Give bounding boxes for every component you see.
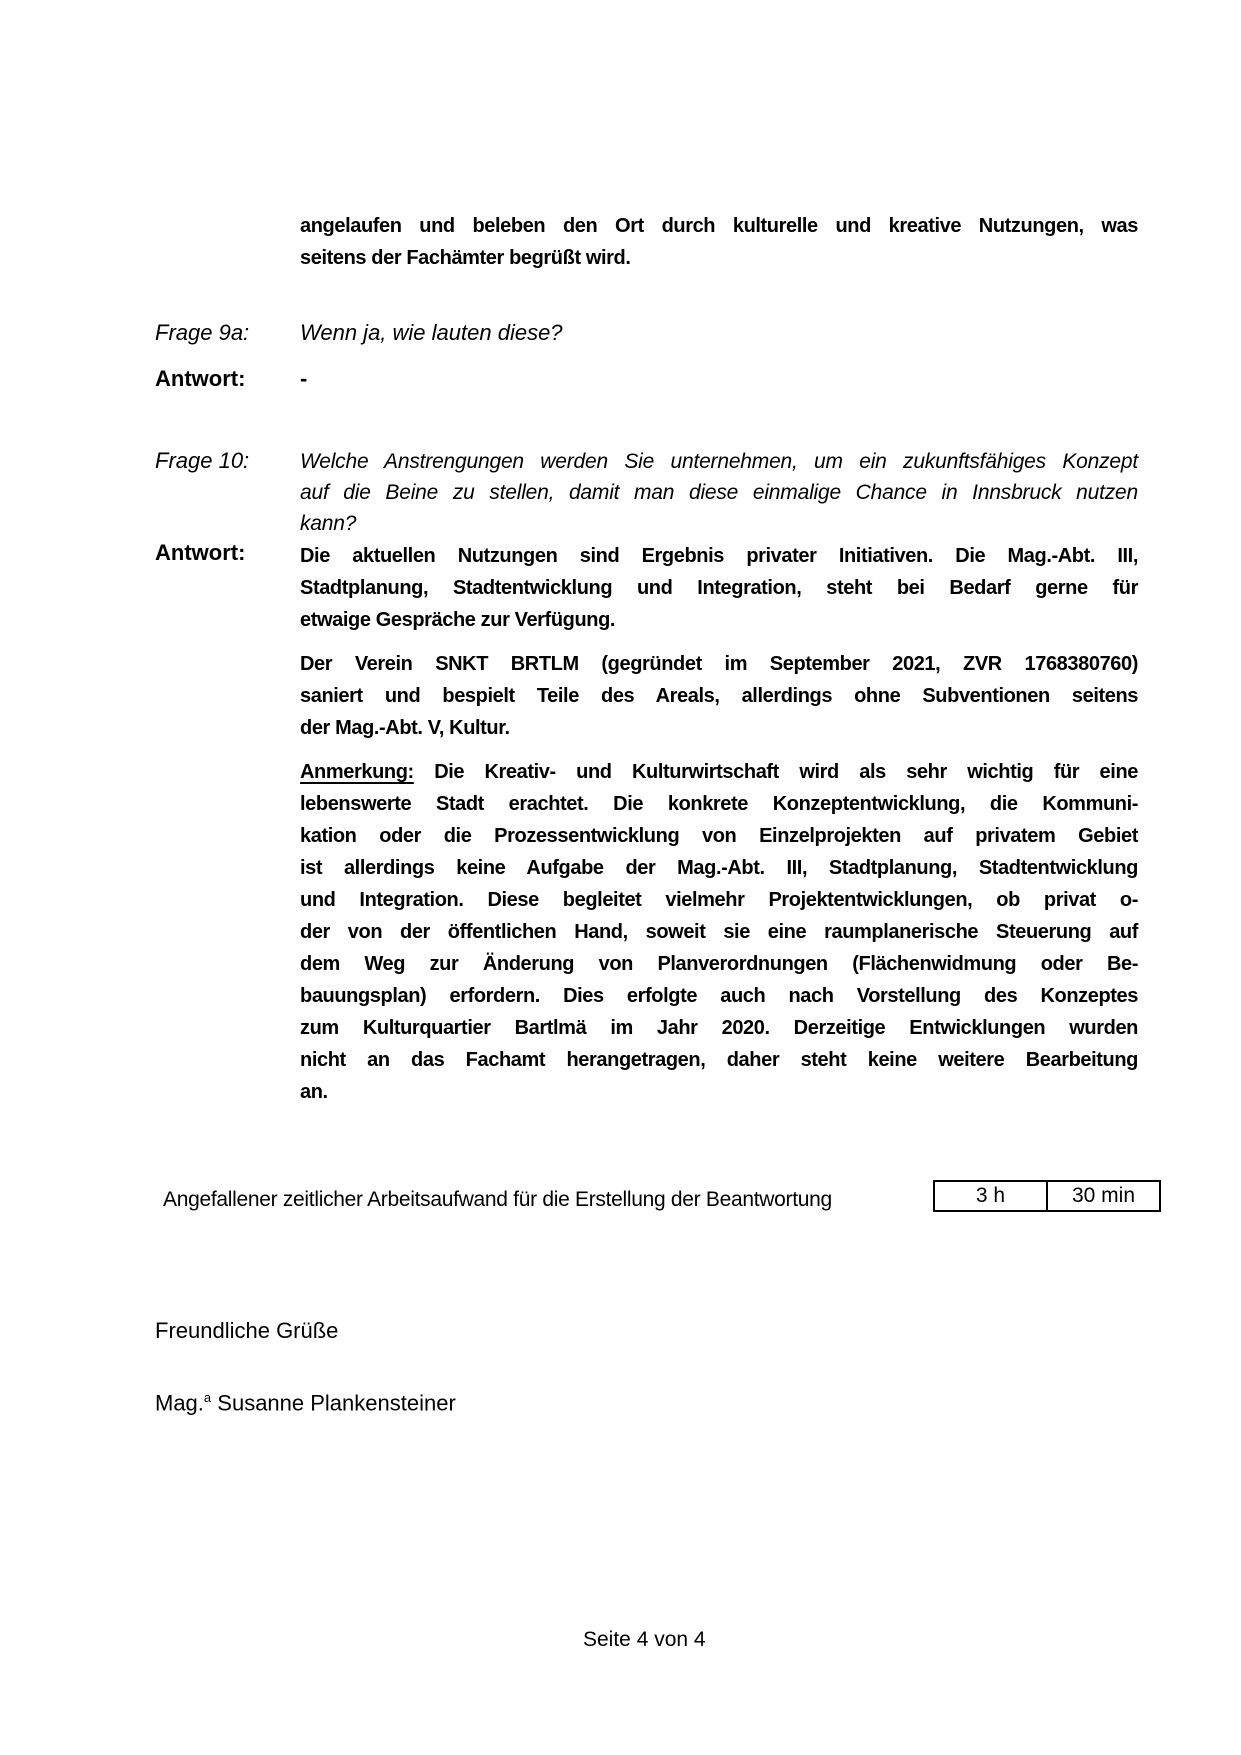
- frage-10-label: Frage 10:: [155, 448, 250, 473]
- text-line: Die aktuellen Nutzungen sind Ergebnis privater Initiativen. Die Mag.-Abt. III,: [300, 545, 1138, 567]
- antwort-10-paragraph-2: [300, 648, 1138, 744]
- anmerkung-remaining-lines: [300, 788, 1138, 1108]
- page-footer: Seite 4 von 4: [583, 1628, 706, 1651]
- text-line: angelaufen und beleben den Ort durch kulturelle und kreative Nutzungen, was: [300, 215, 1138, 237]
- text-line: kann?: [300, 512, 357, 535]
- anmerkung-paragraph: [300, 756, 1138, 1108]
- intro-paragraph: [300, 210, 1138, 274]
- text-line: bauungsplan) erfordern. Dies erfolgte auch nach Vorstellung des Konzeptes: [300, 985, 1138, 1007]
- signature-name: Susanne Plankensteiner: [217, 1390, 456, 1416]
- text-line: Der Verein SNKT BRTLM (gegründet im September 2021, ZVR 1768380760): [300, 653, 1138, 675]
- text-line: ist allerdings keine Aufgabe der Mag.-Abt. III, Stadtplanung, Stadtentwicklung: [300, 857, 1138, 879]
- antwort-10-paragraph-1: [300, 540, 1138, 636]
- anmerkung-first-rest: Die Kreativ- und Kulturwirtschaft wird als sehr wichtig für eine: [434, 761, 1138, 783]
- signature-title: Mag.: [155, 1390, 204, 1416]
- frage-9a-label: Frage 9a:: [155, 320, 250, 345]
- aufwand-label: Angefallener zeitlicher Arbeitsaufwand für die Erstellung der Beantwortung: [163, 1188, 832, 1211]
- aufwand-table: [933, 1180, 1161, 1212]
- anmerkung-first-line: [300, 756, 1138, 788]
- text-line: der Mag.-Abt. V, Kultur.: [300, 717, 510, 739]
- text-line: an.: [300, 1081, 328, 1103]
- signature-title-superscript: a: [203, 1390, 212, 1405]
- greeting: Freundliche Grüße: [155, 1318, 339, 1343]
- text-line: der von der öffentlichen Hand, soweit sie eine raumplanerische Steuerung auf: [300, 921, 1138, 943]
- frage-9a-text: Wenn ja, wie lauten diese?: [300, 320, 563, 345]
- text-line: nicht an das Fachamt herangetragen, daher steht keine weitere Bearbeitung: [300, 1049, 1138, 1071]
- frage-10-text: [300, 446, 1138, 539]
- text-line: seitens der Fachämter begrüßt wird.: [300, 247, 631, 269]
- antwort-9a-value: -: [300, 366, 308, 391]
- antwort-9a-label: Antwort:: [155, 366, 246, 391]
- text-line: saniert und bespielt Teile des Areals, allerdings ohne Subventionen seitens: [300, 685, 1138, 707]
- antwort-10-label: Antwort:: [155, 540, 246, 565]
- text-line: Stadtplanung, Stadtentwicklung und Integration, steht bei Bedarf gerne für: [300, 577, 1138, 599]
- aufwand-hours-cell: 3 h: [975, 1184, 1006, 1207]
- text-line: auf die Beine zu stellen, damit man diese einmalige Chance in Innsbruck nutzen: [300, 481, 1138, 504]
- text-line: Welche Anstrengungen werden Sie unternehmen, um ein zukunftsfähiges Konzept: [300, 450, 1138, 473]
- text-line: lebenswerte Stadt erachtet. Die konkrete Konzeptentwicklung, die Kommuni-: [300, 793, 1138, 815]
- text-line: kation oder die Prozessentwicklung von Einzelprojekten auf privatem Gebiet: [300, 825, 1138, 847]
- anmerkung-label: Anmerkung:: [300, 761, 414, 783]
- text-line: zum Kulturquartier Bartlmä im Jahr 2020. Derzeitige Entwicklungen wurden: [300, 1017, 1138, 1039]
- signature: [155, 1390, 456, 1416]
- aufwand-minutes-cell: 30 min: [1046, 1182, 1159, 1210]
- text-line: und Integration. Diese begleitet vielmehr Projektentwicklungen, ob privat o-: [300, 889, 1138, 911]
- text-line: etwaige Gespräche zur Verfügung.: [300, 609, 616, 631]
- text-line: dem Weg zur Änderung von Planverordnungen (Flächenwidmung oder Be-: [300, 953, 1138, 975]
